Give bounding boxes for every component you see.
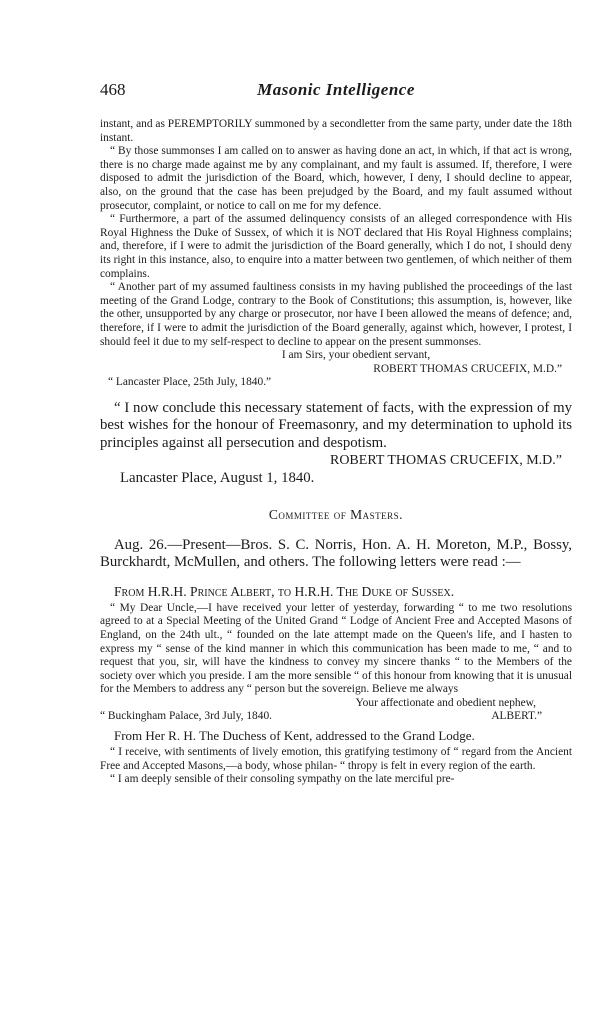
- albert-footer-row: [100, 710, 572, 724]
- committee-paragraph: Aug. 26.—Present—Bros. S. C. Norris, Hon. A. H. Moreton, M.P., Bossy, Burckhardt, McMullen, and others. The following letters were read :—: [100, 536, 572, 571]
- conclusion-place-date: Lancaster Place, August 1, 1840.: [120, 469, 315, 486]
- running-title: Masonic Intelligence: [257, 80, 415, 99]
- albert-signature: ALBERT.”: [491, 710, 542, 723]
- letter-closing: I am Sirs, your obedient servant,: [281, 349, 431, 362]
- kent-paragraph: “ I receive, with sentiments of lively emotion, this gratifying testimony of “ regard from the Ancient Free and Accepted Masons,—a body, whose philan- “ thropy is felt in every region of the earth.: [100, 746, 572, 772]
- page-number: 468: [100, 80, 126, 99]
- albert-place-date: “ Buckingham Palace, 3rd July, 1840.: [100, 710, 272, 723]
- letter-paragraph: “ Furthermore, a part of the assumed delinquency consists of an alleged correspondence with His Royal Highness the Duke of Sussex, of which it is NOT declared that His Royal Highness complains; and, therefore, if I were to admit the jurisdiction of the Board generally, which I do not, I should deny its right in this instance, also, to enquire into a matter between two gentlemen, of which neither of them complains.: [100, 213, 572, 280]
- kent-paragraph: “ I am deeply sensible of their consoling sympathy on the late merciful pre-: [110, 773, 455, 786]
- letter-paragraph: “ By those summonses I am called on to answer as having done an act, in which, if that act is wrong, there is no charge made against me by any complainant, and my fault is assumed. If, therefore, I were disposed to admit the jurisdiction of the Board, which, however, I deny, I should decline to appear, also, on the ground that the case has been prejudged by the Board, and my fault assumed without prosecutor, complaint, or notice to call on me for my defence.: [100, 145, 572, 212]
- letter-signature: ROBERT THOMAS CRUCEFIX, M.D.”: [373, 362, 562, 375]
- letter-paragraph: instant, and as PEREMPTORILY summoned by a secondletter from the same party, under date the 18th instant.: [100, 118, 572, 144]
- letter-place-date: “ Lancaster Place, 25th July, 1840.”: [108, 376, 272, 389]
- letter-paragraph: “ Another part of my assumed faultiness consists in my having published the proceedings of the last meeting of the Grand Lodge, contrary to the Book of Constitutions; this assumption, is, however, like the other, unsupported by any charge or prosecutor, nor have I been allowed the means of defence; and, therefore, if I were to admit the jurisdiction of the Board generally, against which, however, I protest, I should feel it due to my self-respect to decline to appear on the present summonses.: [100, 281, 572, 348]
- conclusion-block: [100, 400, 572, 487]
- conclusion-signature: ROBERT THOMAS CRUCEFIX, M.D.”: [329, 453, 562, 469]
- albert-letter: [100, 602, 572, 724]
- section-heading: Committee of Masters.: [268, 506, 404, 522]
- kent-letter: [100, 746, 572, 787]
- albert-closing: Your affectionate and obedient nephew,: [355, 696, 536, 709]
- kent-from-line: From Her R. H. The Duchess of Kent, addressed to the Grand Lodge.: [114, 728, 475, 744]
- albert-letter-body: “ My Dear Uncle,—I have received your letter of yesterday, forwarding “ to me two resolutions agreed to at a Special Meeting of the United Grand “ Lodge of Ancient Free and Accepted Masons of England, on the 24th ult., “ founded on the late attempt made on the Queen's life, and I hasten to express my “ sense of the kind manner in which this communication has been made to me, “ and to request that you, sir, will have the kindness to convey my sincere thanks “ to the Members of the society over which you preside. I am the more sensible “ of this honour from knowing that it is unusual for the Members to address any “ person but the sovereign. Believe me always: [100, 601, 572, 696]
- page-header: [100, 80, 572, 106]
- albert-from-line: From H.R.H. Prince Albert, to H.R.H. The Duke of Sussex.: [114, 583, 455, 599]
- document-page: [100, 80, 572, 787]
- committee-block: [100, 537, 572, 572]
- conclusion-paragraph: “ I now conclude this necessary statement of facts, with the expression of my best wishes for the honour of Freemasonry, and my determination to uphold its principles against all persecution and despotism.: [100, 399, 572, 451]
- crucefix-letter: [100, 118, 572, 390]
